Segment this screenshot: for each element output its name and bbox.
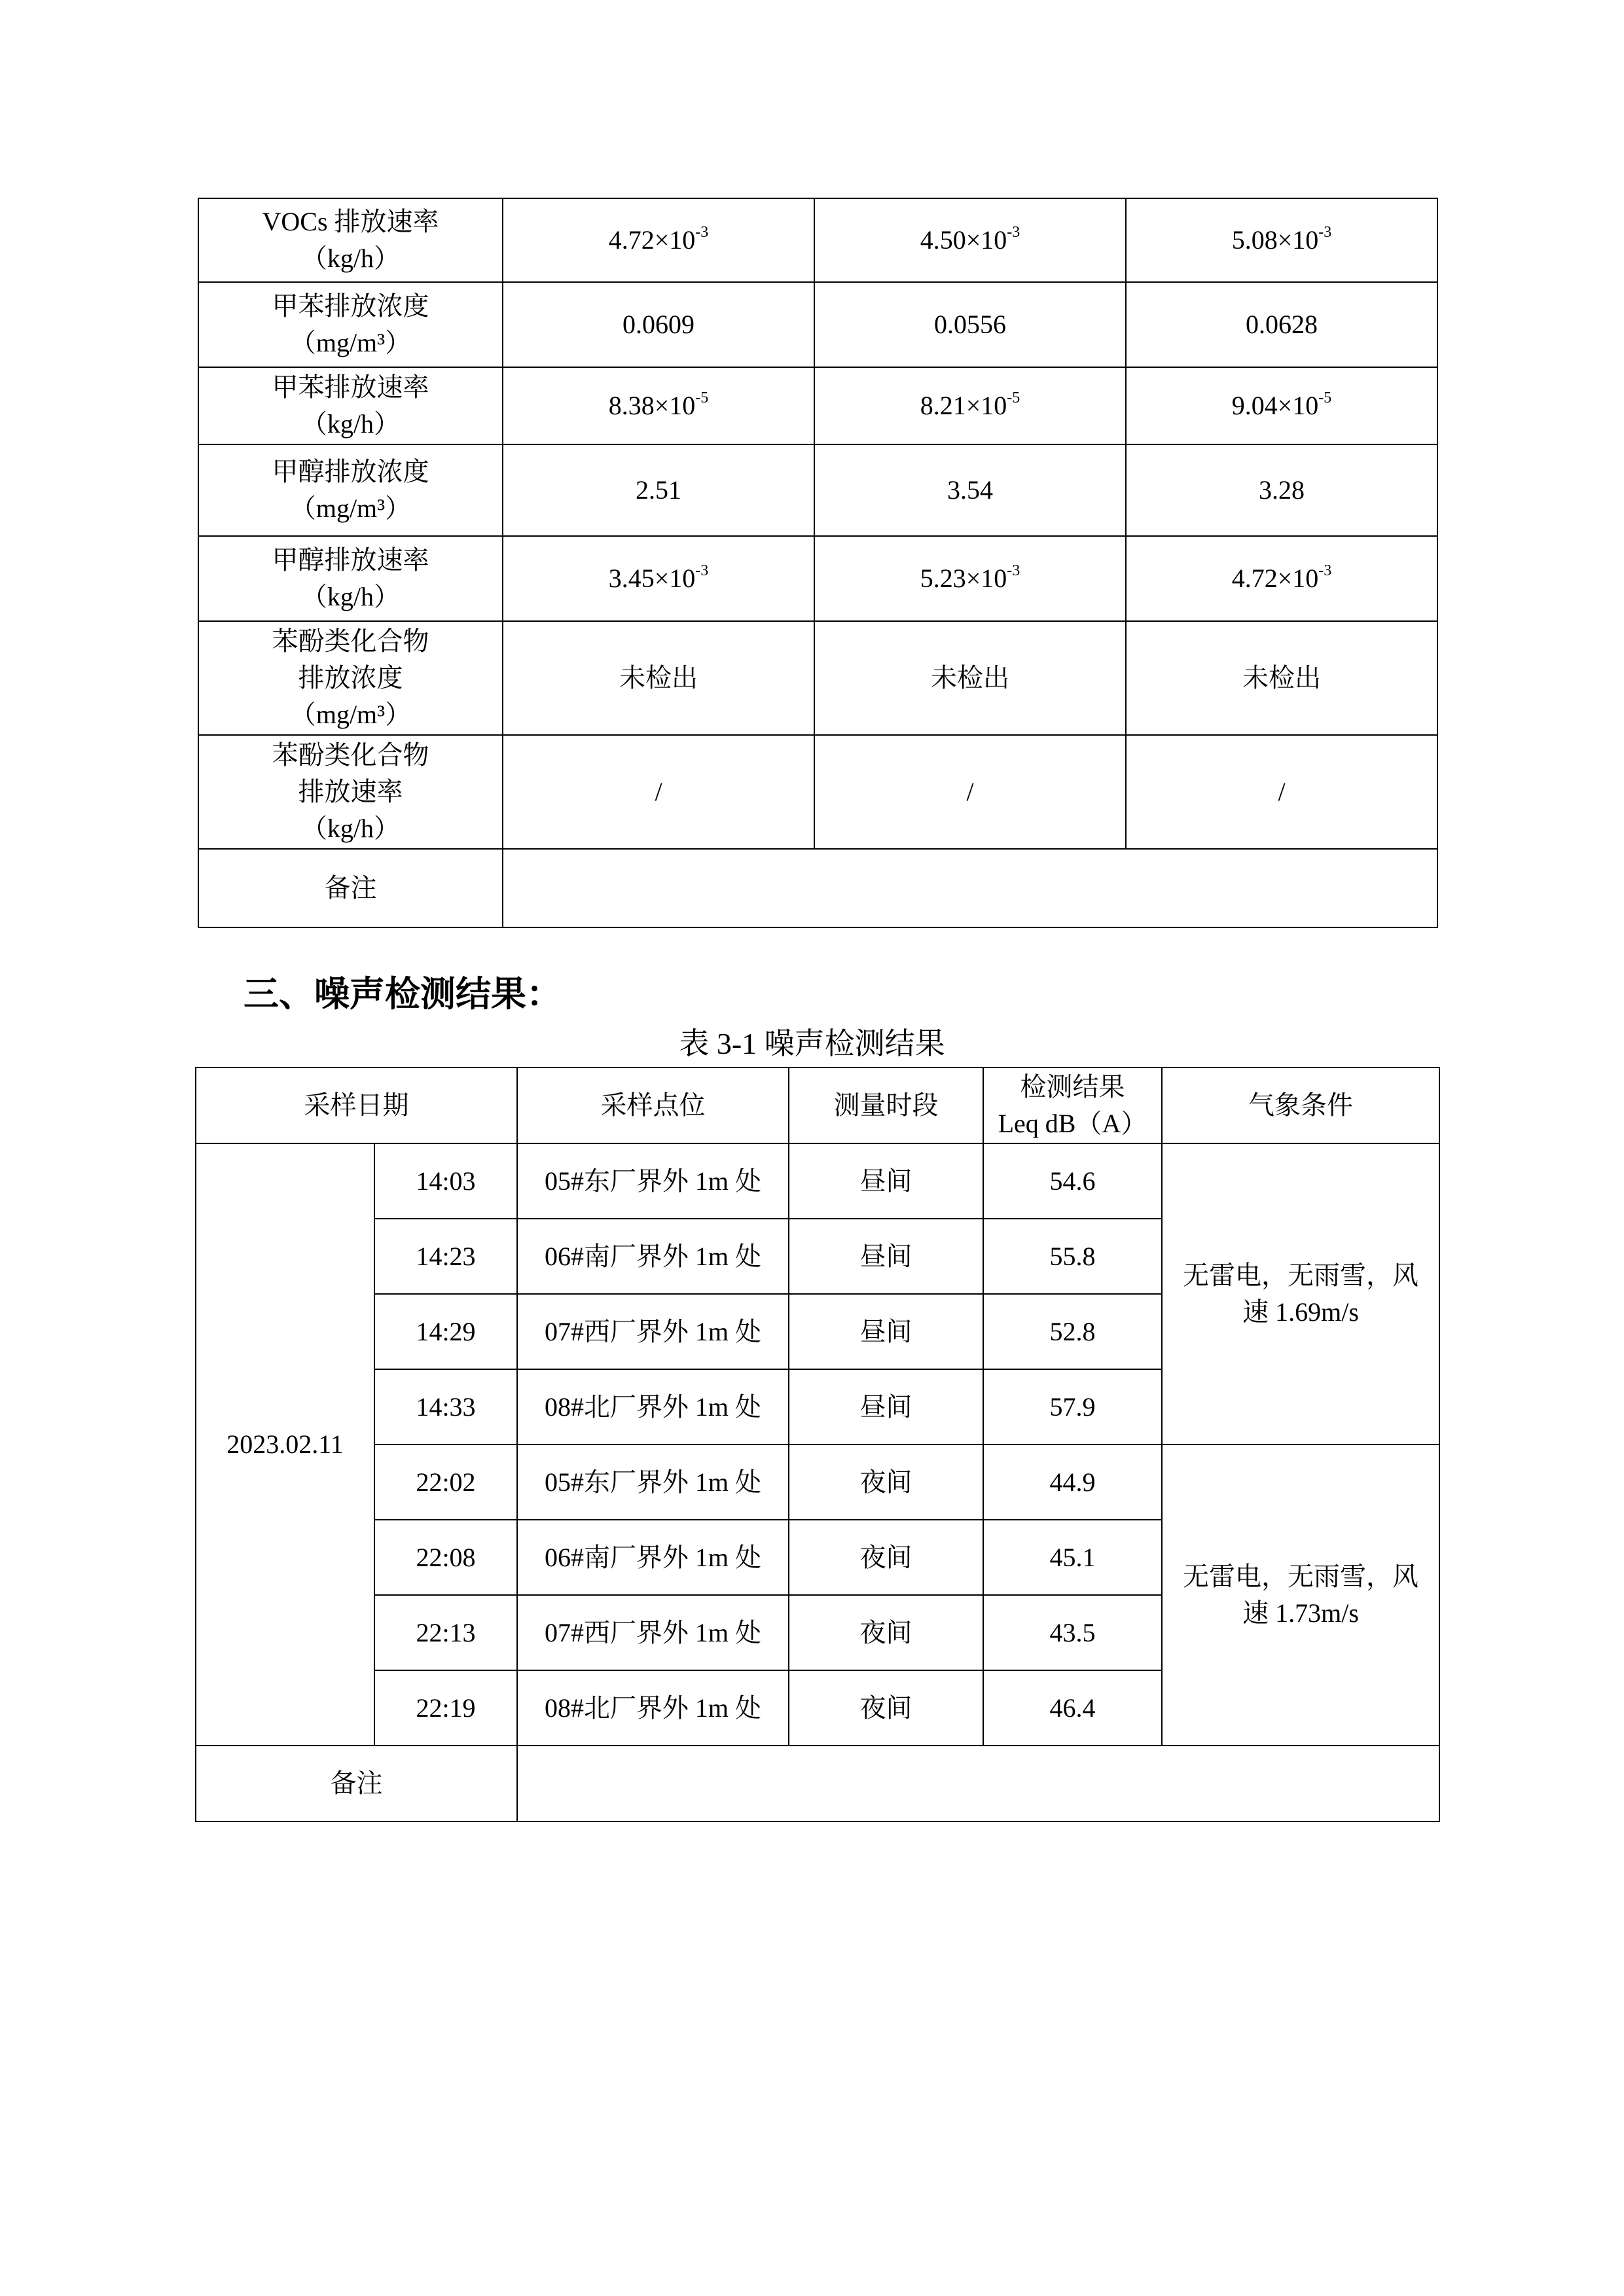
measurement-period: 昼间	[789, 1219, 983, 1294]
noise-header-row	[196, 1067, 1439, 1143]
emission-value: 2.51	[636, 475, 681, 505]
noise-row	[196, 1444, 1439, 1520]
emission-parameter-label: 甲醇排放浓度 （mg/m³）	[198, 444, 503, 536]
sampling-time: 14:23	[374, 1219, 517, 1294]
noise-result: 57.9	[983, 1369, 1162, 1444]
emission-remark-value	[503, 849, 1437, 927]
noise-table-caption: 表 3-1 噪声检测结果	[679, 1027, 945, 1060]
emission-value-cell	[814, 198, 1126, 282]
emission-value: 5.08×10	[1231, 225, 1319, 255]
emission-value-cell	[503, 367, 814, 444]
emission-value: 0.0556	[934, 310, 1006, 339]
header-measurement-period: 测量时段	[789, 1067, 983, 1143]
measurement-period: 夜间	[789, 1444, 983, 1520]
sampling-location: 07#西厂界外 1m 处	[517, 1595, 789, 1670]
emission-value: 4.72×10	[1231, 564, 1319, 593]
sampling-time: 22:13	[374, 1595, 517, 1670]
emission-value-exponent: -3	[1007, 224, 1020, 241]
noise-result: 45.1	[983, 1520, 1162, 1595]
sampling-time: 14:29	[374, 1294, 517, 1369]
emission-parameter-label: 苯酚类化合物 排放浓度 （mg/m³）	[198, 621, 503, 735]
emission-value-cell	[814, 282, 1126, 367]
sampling-time: 22:08	[374, 1520, 517, 1595]
emission-remark-label: 备注	[198, 849, 503, 927]
emission-value-cell	[1126, 198, 1437, 282]
sampling-location: 06#南厂界外 1m 处	[517, 1520, 789, 1595]
emission-value: 4.50×10	[920, 225, 1007, 255]
emission-value: /	[655, 777, 662, 806]
emission-value: 未检出	[931, 663, 1009, 692]
noise-result: 43.5	[983, 1595, 1162, 1670]
noise-row	[196, 1143, 1439, 1219]
emission-value: 8.38×10	[608, 391, 696, 420]
emission-value-exponent: -3	[1318, 224, 1332, 241]
header-sampling-location: 采样点位	[517, 1067, 789, 1143]
emission-value: 8.21×10	[920, 391, 1007, 420]
emission-row	[198, 621, 1437, 735]
sampling-location: 08#北厂界外 1m 处	[517, 1670, 789, 1746]
emission-value-exponent: -3	[695, 562, 709, 579]
noise-remark-value	[517, 1746, 1439, 1821]
emission-value: 3.28	[1259, 475, 1305, 505]
header-sampling-date: 采样日期	[196, 1067, 517, 1143]
emission-row	[198, 444, 1437, 536]
sampling-location: 08#北厂界外 1m 处	[517, 1369, 789, 1444]
emission-value: 4.72×10	[608, 225, 696, 255]
emission-remark-row	[198, 849, 1437, 927]
emission-value-exponent: -3	[695, 224, 709, 241]
emission-parameter-label: VOCs 排放速率 （kg/h）	[198, 198, 503, 282]
emission-row	[198, 536, 1437, 621]
measurement-period: 昼间	[789, 1369, 983, 1444]
emission-value-cell	[1126, 367, 1437, 444]
emission-value-cell	[1126, 621, 1437, 735]
emission-value-exponent: -3	[1318, 562, 1332, 579]
sampling-location: 07#西厂界外 1m 处	[517, 1294, 789, 1369]
emission-value-cell	[814, 536, 1126, 621]
measurement-period: 夜间	[789, 1595, 983, 1670]
emission-row	[198, 367, 1437, 444]
emission-value: 9.04×10	[1231, 391, 1319, 420]
emission-value-exponent: -5	[1007, 389, 1020, 406]
sampling-time: 22:02	[374, 1444, 517, 1520]
emission-value-exponent: -3	[1007, 562, 1020, 579]
emission-value-cell	[1126, 444, 1437, 536]
emission-parameter-label: 甲苯排放浓度 （mg/m³）	[198, 282, 503, 367]
emission-value: 0.0609	[623, 310, 695, 339]
measurement-period: 夜间	[789, 1670, 983, 1746]
emission-value-cell	[503, 621, 814, 735]
noise-remark-row	[196, 1746, 1439, 1821]
weather-night: 无雷电，无雨雪，风 速 1.73m/s	[1162, 1444, 1439, 1746]
emission-row	[198, 735, 1437, 849]
sampling-location: 06#南厂界外 1m 处	[517, 1219, 789, 1294]
emission-parameter-label: 苯酚类化合物 排放速率 （kg/h）	[198, 735, 503, 849]
emission-value-cell	[1126, 735, 1437, 849]
noise-result: 44.9	[983, 1444, 1162, 1520]
emission-value-cell	[814, 367, 1126, 444]
sampling-time: 14:33	[374, 1369, 517, 1444]
sampling-time: 14:03	[374, 1143, 517, 1219]
header-test-result: 检测结果 Leq dB（A）	[983, 1067, 1162, 1143]
noise-results-table	[195, 1067, 1440, 1822]
emission-value-exponent: -5	[695, 389, 709, 406]
emission-value: 0.0628	[1246, 310, 1318, 339]
emission-value: 未检出	[1242, 663, 1321, 692]
noise-result: 54.6	[983, 1143, 1162, 1219]
noise-remark-label: 备注	[196, 1746, 517, 1821]
measurement-period: 夜间	[789, 1520, 983, 1595]
emission-value-cell	[503, 282, 814, 367]
emission-value-cell	[814, 735, 1126, 849]
emission-value-exponent: -5	[1318, 389, 1332, 406]
emission-value: /	[1278, 777, 1286, 806]
emission-value: 5.23×10	[920, 564, 1007, 593]
emission-row	[198, 282, 1437, 367]
emission-value-cell	[503, 198, 814, 282]
emission-row	[198, 198, 1437, 282]
emission-results-table	[198, 198, 1438, 928]
noise-section-heading: 三、噪声检测结果：	[244, 973, 562, 1014]
emission-value-cell	[503, 735, 814, 849]
emission-value: /	[966, 777, 974, 806]
noise-result: 52.8	[983, 1294, 1162, 1369]
noise-result: 55.8	[983, 1219, 1162, 1294]
sampling-location: 05#东厂界外 1m 处	[517, 1143, 789, 1219]
measurement-period: 昼间	[789, 1294, 983, 1369]
header-weather-conditions: 气象条件	[1162, 1067, 1439, 1143]
emission-value-cell	[1126, 536, 1437, 621]
noise-result: 46.4	[983, 1670, 1162, 1746]
weather-day: 无雷电，无雨雪，风 速 1.69m/s	[1162, 1143, 1439, 1444]
emission-value: 未检出	[619, 663, 698, 692]
emission-value-cell	[503, 536, 814, 621]
emission-value-cell	[814, 444, 1126, 536]
emission-value: 3.54	[947, 475, 993, 505]
sampling-time: 22:19	[374, 1670, 517, 1746]
emission-parameter-label: 甲苯排放速率 （kg/h）	[198, 367, 503, 444]
sampling-date: 2023.02.11	[196, 1143, 374, 1746]
emission-value-cell	[503, 444, 814, 536]
sampling-location: 05#东厂界外 1m 处	[517, 1444, 789, 1520]
measurement-period: 昼间	[789, 1143, 983, 1219]
emission-parameter-label: 甲醇排放速率 （kg/h）	[198, 536, 503, 621]
emission-value: 3.45×10	[608, 564, 696, 593]
emission-value-cell	[814, 621, 1126, 735]
emission-value-cell	[1126, 282, 1437, 367]
